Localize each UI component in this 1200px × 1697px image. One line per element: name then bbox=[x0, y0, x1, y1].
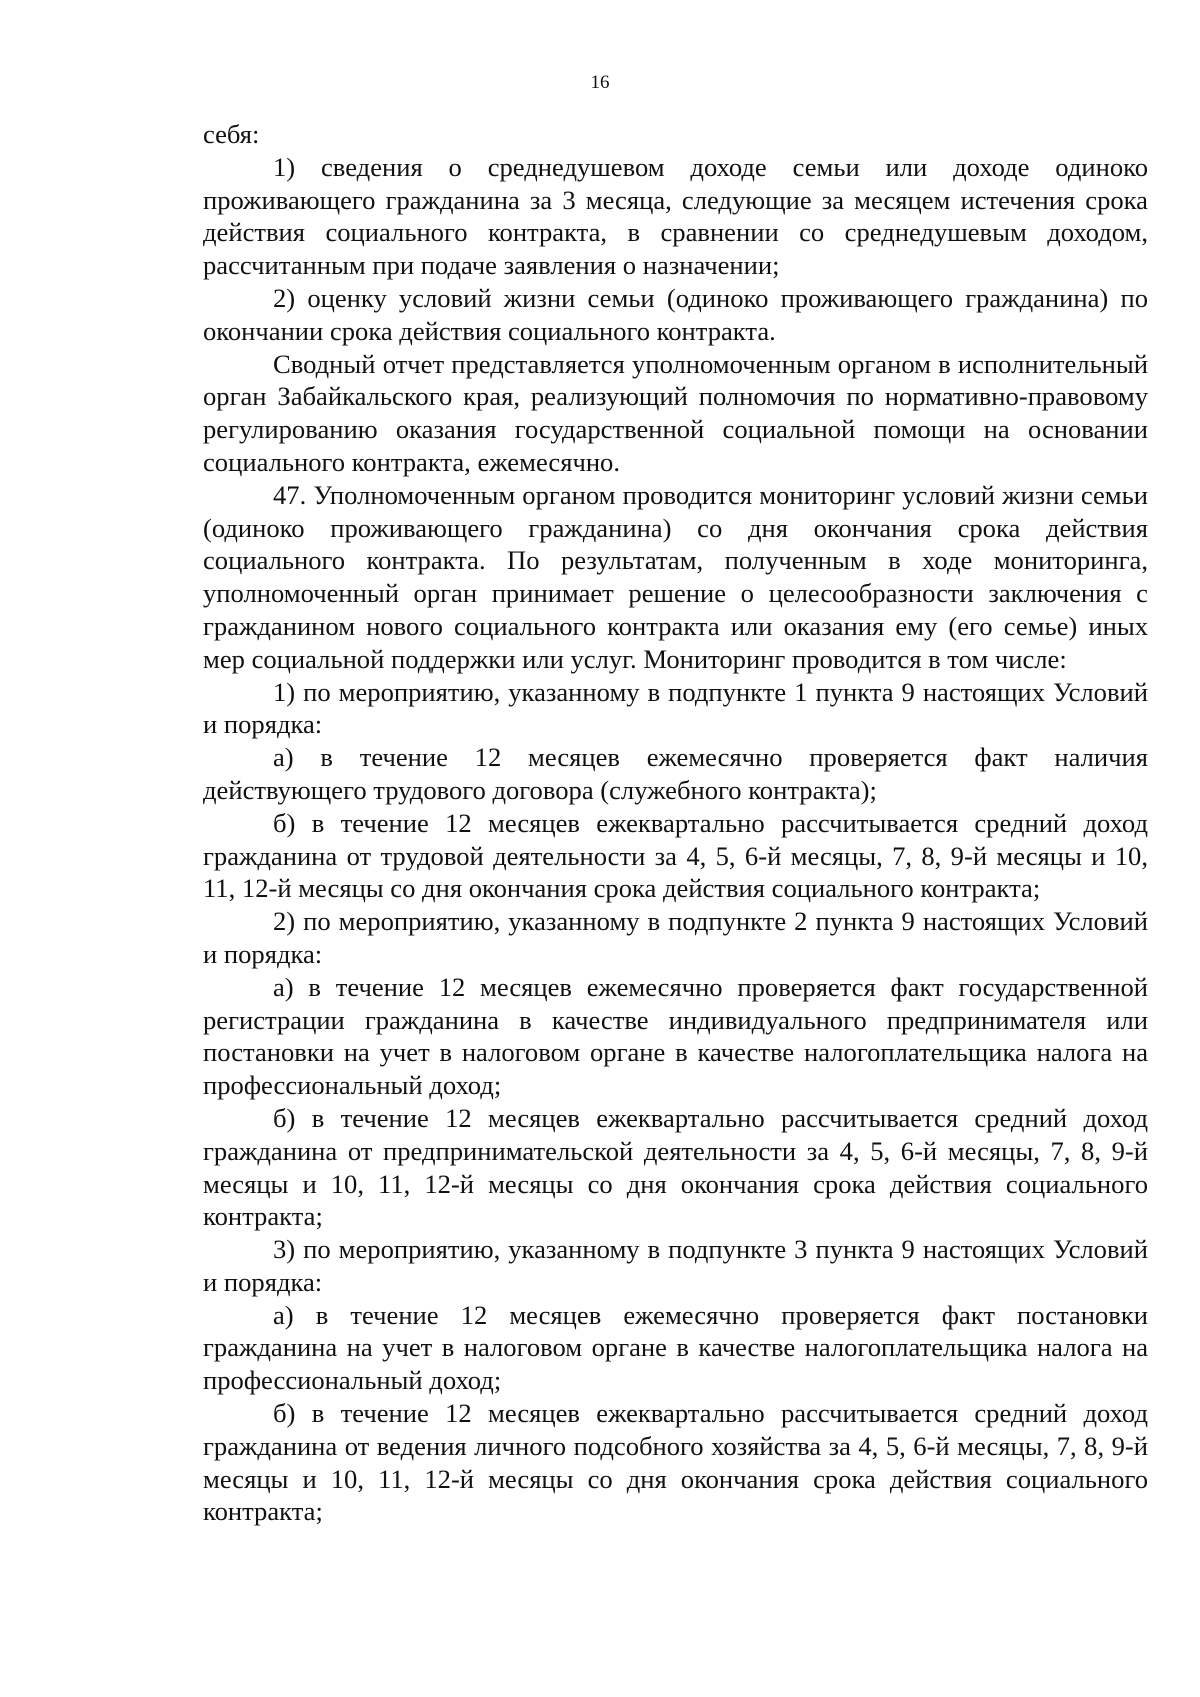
paragraph-measure-3-a: а) в течение 12 месяцев ежемесячно проверяется факт постановки гражданина на учет в налоговом органе в качестве налогоплательщика налога на профессиональный доход; bbox=[203, 1299, 1148, 1396]
paragraph-item-1-income: 1) сведения о среднедушевом доходе семьи или доходе одиноко проживающего гражданина за 3 месяца, следующие за месяцем истечения срока действия социального контракта, в сравнении со среднедушевым доходом, рассчитанным при подаче заявления о назначении; bbox=[203, 151, 1148, 281]
paragraph-clause-47: 47. Уполномоченным органом проводится мониторинг условий жизни семьи (одиноко проживающего гражданина) со дня окончания срока действия социального контракта. По результатам, полученным в ходе мониторинга, уполномоченный орган принимает решение о целесообразности заключения с гражданином нового социального контракта или оказания ему (его семье) иных мер социальной поддержки или услуг. Мониторинг проводится в том числе: bbox=[203, 479, 1148, 674]
paragraph-summary-report: Сводный отчет представляется уполномоченным органом в исполнительный орган Забайкальского края, реализующий полномочия по нормативно-правовому регулированию оказания государственной социальной помощи на основании социального контракта, ежемесячно. bbox=[203, 348, 1148, 477]
page-number: 16 bbox=[590, 72, 610, 93]
paragraph-measure-3-b: б) в течение 12 месяцев ежеквартально рассчитывается средний доход гражданина от ведения личного подсобного хозяйства за 4, 5, 6-й месяцы, 7, 8, 9-й месяцы и 10, 11, 12-й месяцы со дня окончания срока действия социального контракта; bbox=[203, 1398, 1148, 1527]
paragraph-measure-2-a: а) в течение 12 месяцев ежемесячно проверяется факт государственной регистрации гражданина в качестве индивидуального предпринимателя или постановки на учет в налоговом органе в качестве налогоплательщика налога на профессиональный доход; bbox=[203, 971, 1148, 1101]
paragraph-measure-1-a: а) в течение 12 месяцев ежемесячно проверяется факт наличия действующего трудового договора (служебного контракта); bbox=[203, 742, 1148, 805]
paragraph-item-2-living-conditions: 2) оценку условий жизни семьи (одиноко проживающего гражданина) по окончании срока действия социального контракта. bbox=[203, 282, 1148, 346]
body-text bbox=[203, 118, 1148, 1528]
paragraph-measure-1: 1) по мероприятию, указанному в подпункте 1 пункта 9 настоящих Условий и порядка: bbox=[203, 676, 1148, 740]
paragraph-measure-3: 3) по мероприятию, указанному в подпункте 3 пункта 9 настоящих Условий и порядка: bbox=[203, 1234, 1148, 1297]
paragraph-measure-2: 2) по мероприятию, указанному в подпункте 2 пункта 9 настоящих Условий и порядка: bbox=[203, 906, 1148, 969]
paragraph-continuation: себя: bbox=[203, 119, 260, 149]
paragraph-measure-2-b: б) в течение 12 месяцев ежеквартально рассчитывается средний доход гражданина от предпринимательской деятельности за 4, 5, 6-й месяцы, 7, 8, 9-й месяцы и 10, 11, 12-й месяцы со дня окончания срока действия социального контракта; bbox=[203, 1102, 1148, 1232]
paragraph-measure-1-b: б) в течение 12 месяцев ежеквартально рассчитывается средний доход гражданина от трудовой деятельности за 4, 5, 6-й месяцы, 7, 8, 9-й месяцы и 10, 11, 12-й месяцы со дня окончания срока действия социального контракта; bbox=[203, 807, 1148, 904]
